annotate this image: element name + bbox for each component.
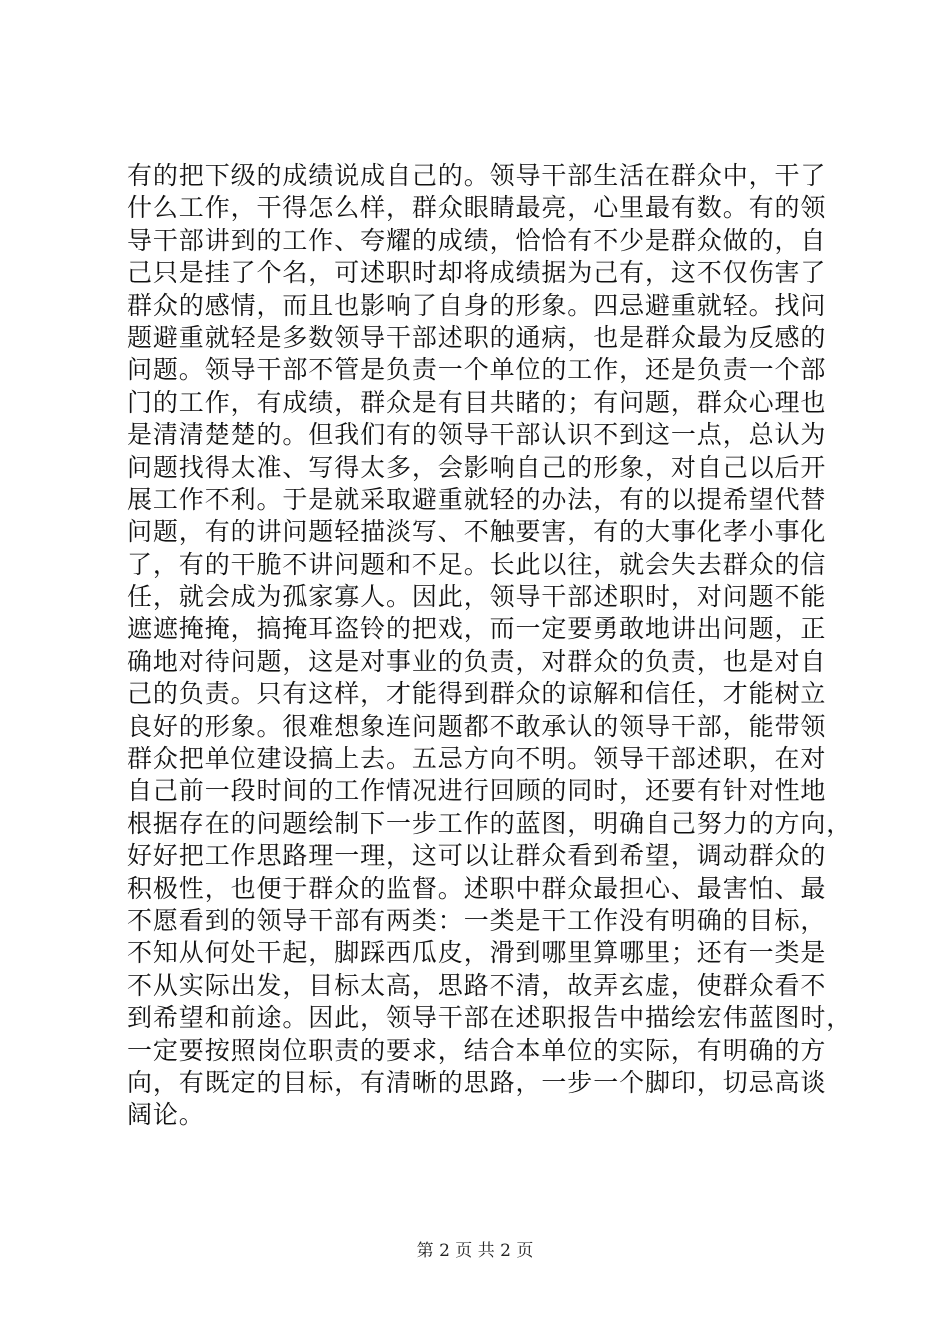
text-line-16: 确地对待问题，这是对事业的负责，对群众的负责，也是对自 bbox=[127, 646, 827, 676]
text-line-6: 题避重就轻是多数领导干部述职的通病，也是群众最为反感的 bbox=[127, 322, 827, 352]
text-line-7: 问题。领导干部不管是负责一个单位的工作，还是负责一个部 bbox=[127, 355, 827, 385]
text-line-22: 好好把工作思路理一理，这可以让群众看到希望，调动群众的 bbox=[127, 841, 827, 871]
text-line-24: 不愿看到的领导干部有两类：一类是干工作没有明确的目标， bbox=[127, 905, 827, 935]
text-line-5: 群众的感情，而且也影响了自身的形象。四忌避重就轻。找问 bbox=[127, 290, 827, 320]
text-line-19: 群众把单位建设搞上去。五忌方向不明。领导干部述职，在对 bbox=[127, 744, 827, 774]
text-line-14: 任，就会成为孤家寡人。因此，领导干部述职时，对问题不能 bbox=[127, 582, 827, 612]
text-line-9: 是清清楚楚的。但我们有的领导干部认识不到这一点，总认为 bbox=[127, 420, 827, 450]
text-line-30: 阔论。 bbox=[127, 1100, 205, 1130]
text-line-11: 展工作不利。于是就采取避重就轻的办法，有的以提希望代替 bbox=[127, 484, 827, 514]
text-line-28: 一定要按照岗位职责的要求，结合本单位的实际，有明确的方 bbox=[127, 1035, 827, 1065]
text-line-23: 积极性，也便于群众的监督。述职中群众最担心、最害怕、最 bbox=[127, 873, 827, 903]
text-line-18: 良好的形象。很难想象连问题都不敢承认的领导干部，能带领 bbox=[127, 711, 827, 741]
text-line-4: 己只是挂了个名，可述职时却将成绩据为己有，这不仅伤害了 bbox=[127, 258, 827, 288]
text-line-21: 根据存在的问题绘制下一步工作的蓝图，明确自己努力的方向， bbox=[127, 808, 853, 838]
text-line-12: 问题，有的讲问题轻描淡写、不触要害，有的大事化孝小事化 bbox=[127, 517, 827, 547]
body-paragraph bbox=[127, 160, 853, 1132]
text-line-29: 向，有既定的目标，有清晰的思路，一步一个脚印，切忌高谈 bbox=[127, 1067, 827, 1097]
text-line-3: 导干部讲到的工作、夸耀的成绩，恰恰有不少是群众做的，自 bbox=[127, 225, 827, 255]
text-line-26: 不从实际出发，目标太高，思路不清，故弄玄虚，使群众看不 bbox=[127, 970, 827, 1000]
text-line-2: 什么工作，干得怎么样，群众眼睛最亮，心里最有数。有的领 bbox=[127, 193, 827, 223]
text-line-20: 自己前一段时间的工作情况进行回顾的同时，还要有针对性地 bbox=[127, 776, 827, 806]
text-line-1: 有的把下级的成绩说成自己的。领导干部生活在群众中，干了 bbox=[127, 161, 827, 190]
text-line-8: 门的工作，有成绩，群众是有目共睹的；有问题，群众心理也 bbox=[127, 387, 827, 417]
page-number-footer: 第 2 页 共 2 页 bbox=[416, 1241, 534, 1261]
text-line-27: 到希望和前途。因此，领导干部在述职报告中描绘宏伟蓝图时， bbox=[127, 1003, 853, 1033]
text-line-10: 问题找得太准、写得太多，会影响自己的形象，对自己以后开 bbox=[127, 452, 827, 482]
text-line-13: 了，有的干脆不讲问题和不足。长此以往，就会失去群众的信 bbox=[127, 549, 827, 579]
text-line-15: 遮遮掩掩，搞掩耳盗铃的把戏，而一定要勇敢地讲出问题，正 bbox=[127, 614, 827, 644]
text-line-17: 己的负责。只有这样，才能得到群众的谅解和信任，才能树立 bbox=[127, 679, 827, 709]
text-line-25: 不知从何处干起，脚踩西瓜皮，滑到哪里算哪里；还有一类是 bbox=[127, 938, 827, 968]
